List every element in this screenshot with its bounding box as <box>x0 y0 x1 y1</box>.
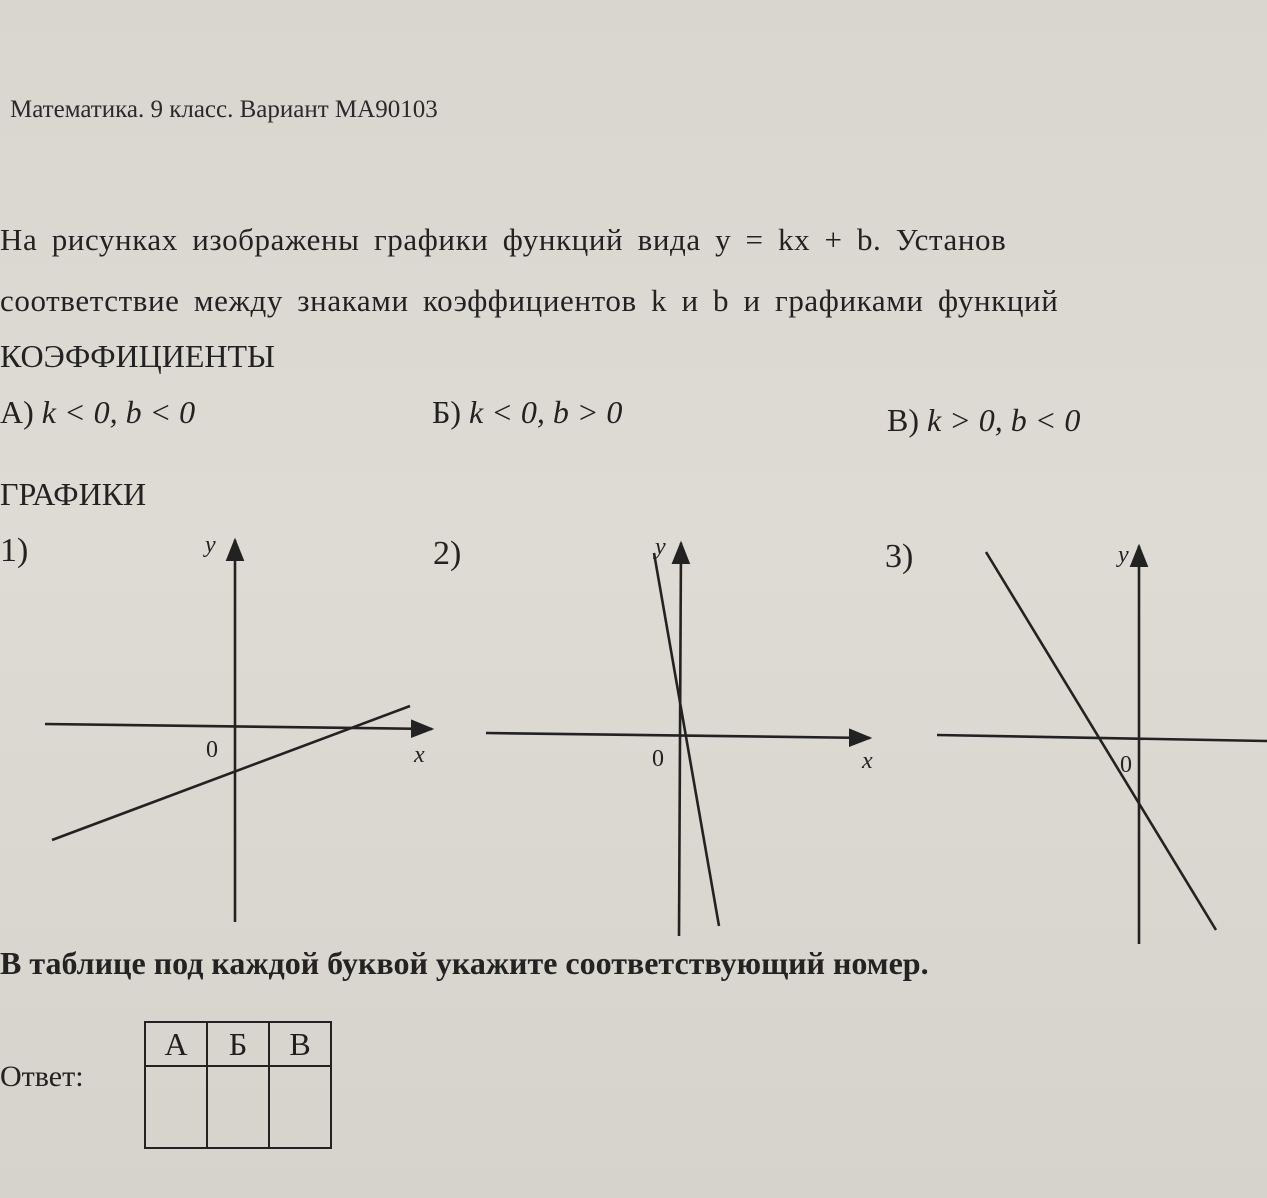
graph-2-x-axis <box>486 733 870 738</box>
option-b-letter: Б) <box>432 394 462 430</box>
graphs-title: ГРАФИКИ <box>0 476 147 512</box>
graph-3-number: 3) <box>885 538 914 575</box>
graph-1-x-axis <box>45 724 432 729</box>
task-text-line-2: соответствие между знаками коэффициентов k и b и графиками функций <box>0 283 1059 318</box>
coefficients-title: КОЭФФИЦИЕНТЫ <box>0 338 275 374</box>
graph-1 <box>45 532 432 922</box>
instruction-text: В таблице под каждой буквой укажите соответствующий номер. <box>0 945 929 981</box>
answer-cell-a[interactable] <box>145 1066 207 1148</box>
answer-column-v: В <box>269 1022 331 1066</box>
graph-1-x-label: x <box>414 742 425 768</box>
graph-3-y-label: y <box>1118 542 1129 568</box>
graph-2-x-label: x <box>862 748 873 774</box>
graph-2-number: 2) <box>433 535 462 572</box>
graph-2-origin: 0 <box>652 746 664 772</box>
graph-3-x-axis <box>937 735 1267 741</box>
answer-column-b: Б <box>207 1022 269 1066</box>
graph-3-line <box>986 552 1216 930</box>
answer-column-a: А <box>145 1022 207 1066</box>
option-b-condition: k < 0, b > 0 <box>469 394 623 430</box>
answer-cell-b[interactable] <box>207 1066 269 1148</box>
graph-3 <box>937 542 1267 944</box>
task-text-line-1: На рисунках изображены графики функций вида y = kx + b. Установ <box>0 222 1007 257</box>
option-v-letter: В) <box>887 402 919 438</box>
graph-1-y-label: y <box>205 532 216 558</box>
answer-label: Ответ: <box>0 1060 84 1093</box>
answer-table <box>144 1021 332 1149</box>
graph-1-number: 1) <box>0 532 29 569</box>
graph-2 <box>486 534 873 936</box>
graph-2-line <box>654 553 719 926</box>
answer-cell-v[interactable] <box>269 1066 331 1148</box>
graph-2-y-label: y <box>655 534 666 560</box>
page-header: Математика. 9 класс. Вариант МА90103 <box>10 96 438 123</box>
graph-2-y-axis <box>679 543 681 936</box>
option-v-condition: k > 0, b < 0 <box>927 402 1081 438</box>
graph-1-origin: 0 <box>206 737 218 763</box>
graph-3-origin: 0 <box>1120 752 1132 778</box>
option-a-condition: k < 0, b < 0 <box>41 394 196 430</box>
option-a-letter: А) <box>0 394 34 430</box>
